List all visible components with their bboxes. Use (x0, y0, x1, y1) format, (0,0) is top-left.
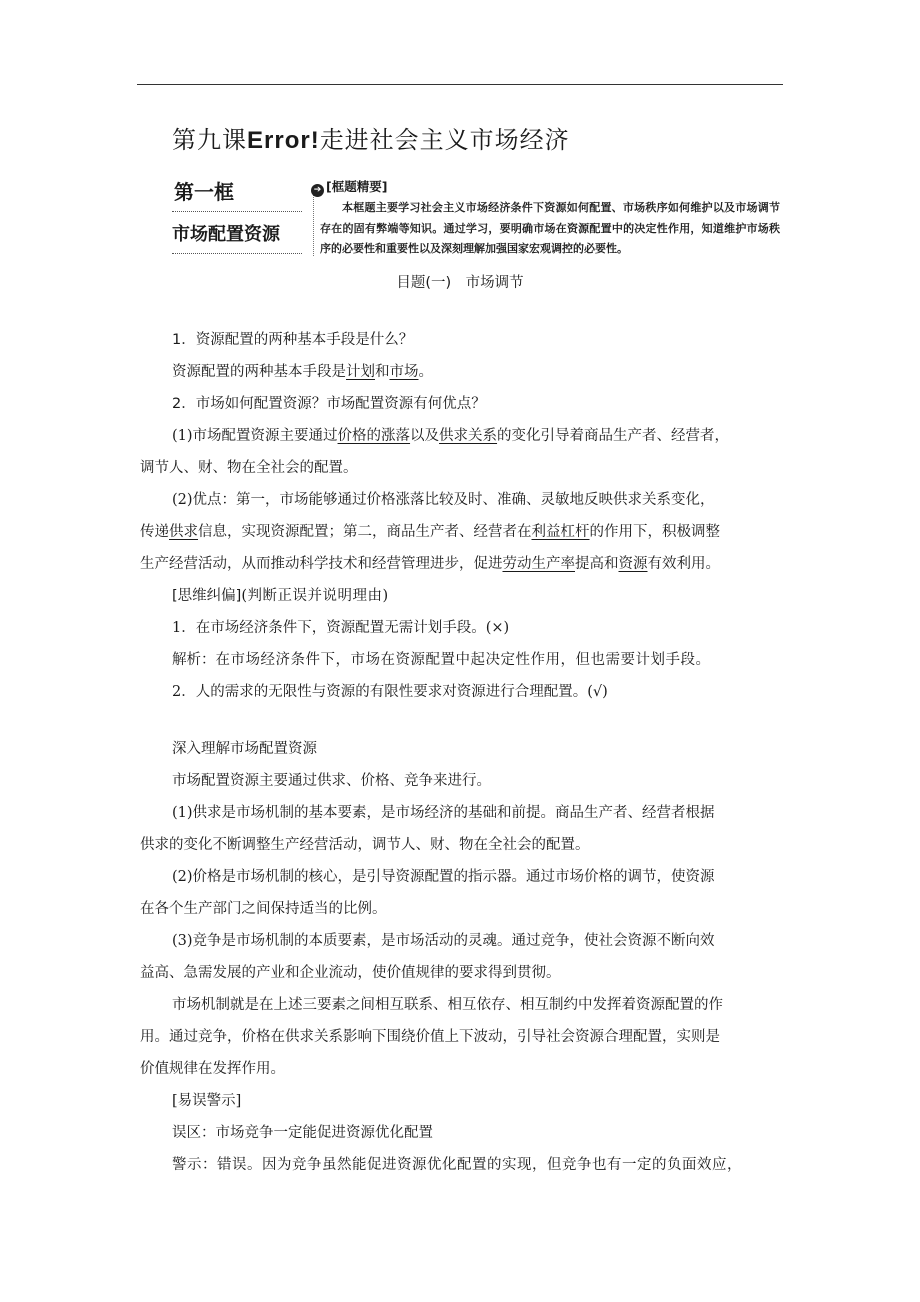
correction-item-2: 2．人的需求的无限性与资源的有限性要求对资源进行合理配置。(√) (172, 684, 608, 700)
answer-2-p1-cont: 调节人、财、物在全社会的配置。 (140, 460, 358, 476)
frame-number: 第一框 (174, 180, 234, 204)
deep-price-cont: 在各个生产部门之间保持适当的比例。 (140, 901, 387, 917)
deep-mechanism-cont: 用。通过竞争，价格在供求关系影响下围绕价值上下波动，引导社会资源合理配置，实则是 (140, 1029, 720, 1045)
deep-mechanism: 市场机制就是在上述三要素之间相互联系、相互依存、相互制约中发挥着资源配置的作 (172, 997, 723, 1013)
correction-item-1: 1．在市场经济条件下，资源配置无需计划手段。(×) (172, 620, 510, 636)
header-rule (137, 84, 783, 85)
answer-2-p1: (1)市场配置资源主要通过价格的涨落以及供求关系的变化引导着商品生产者、经营者， (172, 428, 730, 444)
warning-note: 警示：错误。因为竞争虽然能促进资源优化配置的实现，但竞争也有一定的负面效应， (172, 1157, 742, 1173)
deep-title: 深入理解市场配置资源 (172, 741, 317, 757)
deep-price: (2)价格是市场机制的核心，是引导资源配置的指示器。通过市场价格的调节，使资源 (172, 869, 715, 885)
answer-1: 资源配置的两种基本手段是计划和市场。 (172, 364, 433, 380)
summary-text: 本框题主要学习社会主义市场经济条件下资源如何配置、市场秩序如何维护以及市场调节存在的固有弊端等知识。通过学习，要明确市场在资源配置中的决定性作用，知道维护市场秩序的必要性和重要性以及深刻理解加强国家宏观调控的必要性。 (320, 201, 780, 255)
frame-topic: 市场配置资源 (172, 224, 280, 245)
dotted-divider (172, 211, 302, 212)
deep-competition-cont: 益高、急需发展的产业和企业流动，使价值规律的要求得到贯彻。 (140, 965, 561, 981)
warning-misconception: 误区：市场竞争一定能促进资源优化配置 (172, 1125, 433, 1141)
dotted-divider (172, 253, 302, 254)
deep-supply-cont: 供求的变化不断调整生产经营活动，调节人、财、物在全社会的配置。 (140, 837, 590, 853)
deep-supply: (1)供求是市场机制的基本要素，是市场经济的基础和前提。商品生产者、经营者根据 (172, 805, 715, 821)
deep-intro: 市场配置资源主要通过供求、价格、竞争来进行。 (172, 773, 491, 789)
warning-heading: [易误警示] (172, 1093, 242, 1109)
summary-heading: ➔ [框题精要] (311, 177, 387, 197)
question-2: 2．市场如何配置资源？市场配置资源有何优点？ (172, 396, 486, 412)
correction-analysis: 解析：在市场经济条件下，市场在资源配置中起决定性作用，但也需要计划手段。 (172, 652, 711, 668)
answer-2-p2-cont: 传递供求信息，实现资源配置；第二，商品生产者、经营者在利益杠杆的作用下，积极调整 (140, 524, 720, 540)
arrow-circle-icon: ➔ (311, 184, 324, 197)
deep-mechanism-cont: 价值规律在发挥作用。 (140, 1061, 285, 1077)
answer-2-p2-cont: 生产经营活动，从而推动科学技术和经营管理进步，促进劳动生产率提高和资源有效利用。 (140, 556, 720, 572)
section-heading: 目题(一) 市场调节 (396, 275, 524, 291)
correction-heading: [思维纠偏](判断正误并说明理由) (172, 588, 389, 604)
vertical-divider (313, 190, 314, 256)
question-1: 1．资源配置的两种基本手段是什么？ (172, 332, 414, 348)
lesson-title: 第九课Error!走进社会主义市场经济 (172, 126, 570, 154)
deep-competition: (3)竞争是市场机制的本质要素，是市场活动的灵魂。通过竞争，使社会资源不断向效 (172, 933, 715, 949)
answer-2-p2: (2)优点：第一，市场能够通过价格涨落比较及时、准确、灵敏地反映供求关系变化， (172, 492, 715, 508)
